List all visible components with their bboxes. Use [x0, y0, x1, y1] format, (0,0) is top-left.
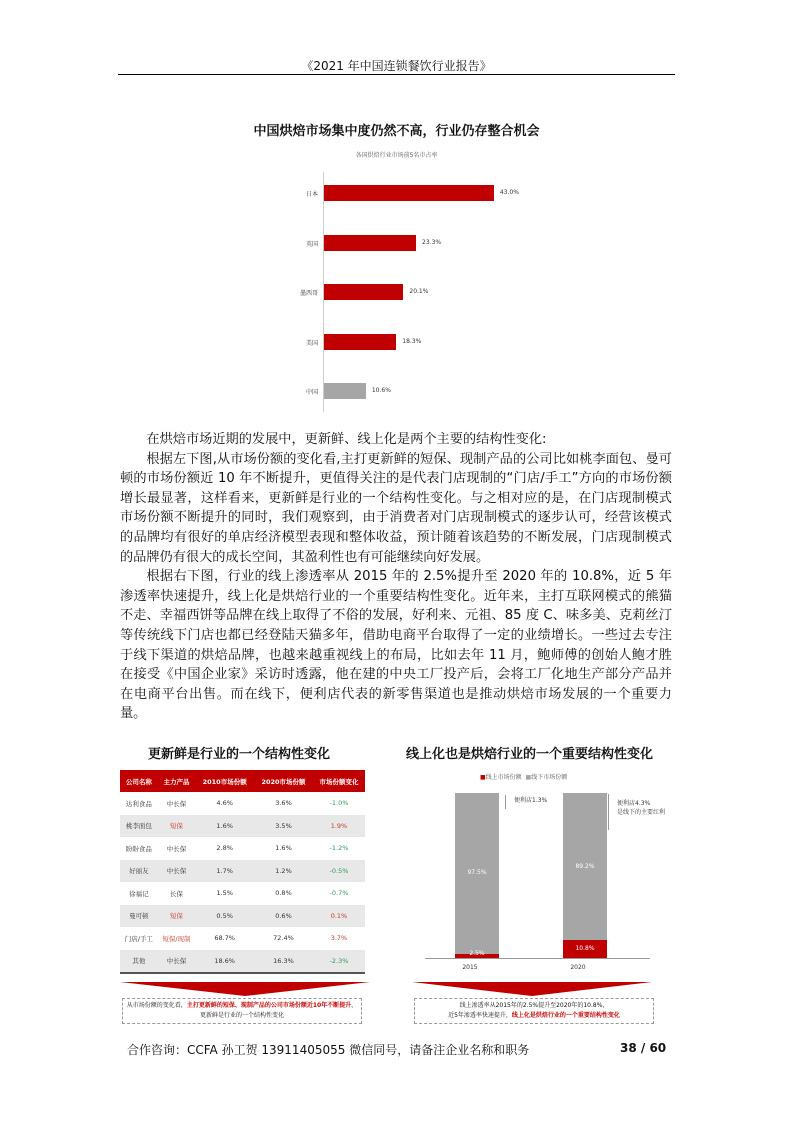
- chart-baseline: [425, 958, 650, 959]
- table-cell: 68.7%: [214, 934, 235, 943]
- table-cell: 中长保: [166, 844, 187, 853]
- market-share-table: [120, 770, 365, 972]
- table-cell: 徐福记: [129, 889, 149, 898]
- category-label: 英国: [305, 240, 318, 248]
- paragraph: 根据右下图，行业的线上渗透率从 2015 年的 2.5%提升至 2020 年的 10.8%，近 5 年渗透率快速提升，线上化是烘焙行业的一个重要结构性变化。近年来，主打互联网模式的熊猫不走、幸福西饼等品牌在线上取得了不俗的发展，好利来、元祖、85 度 C、味多美、克莉丝汀等传统线下门店也都已经登陆天猫多年，借助电商平台取得了一定的业绩增长。一些过去专注于线下渠道的烘焙品牌，也越来越重视线上的布局，比如去年 11 月，鲍师傅的创始人鲍才胜在接受《中国企业家》采访时透露，他在建的中央工厂投产后，会将工厂化地生产部分产品并在电商平台出售。而在线下，便利店代表的新零售渠道也是推动烘焙市场发展的一个重要力量。: [120, 569, 672, 722]
- table-cell: -1.0%: [329, 799, 349, 808]
- table-row: [120, 815, 365, 838]
- chart-note: 线上渗透率从2015年的2.5%提升至2020年的10.8%， 近5年渗透率快速提升，线上化是烘焙行业的一个重要结构性变化: [414, 998, 654, 1024]
- bar: [324, 383, 366, 399]
- category-label: 中国: [305, 389, 318, 396]
- table-row: [120, 837, 365, 860]
- data-label: 20.1%: [409, 288, 429, 295]
- bar: [324, 185, 494, 201]
- data-label: 43.0%: [499, 189, 519, 196]
- table-cell: 1.7%: [195, 860, 254, 883]
- table-cell: 曼可顿: [120, 905, 158, 928]
- arrow-down-icon: [120, 982, 370, 996]
- x-tick-2015: 2015: [462, 964, 478, 971]
- table-row: [120, 905, 365, 928]
- page-number: 38 / 60: [620, 1041, 667, 1055]
- table-cell: 1.6%: [275, 844, 292, 853]
- table-cell: 门店/手工: [124, 934, 153, 943]
- bar: [324, 334, 396, 350]
- table-row: [120, 950, 365, 973]
- table-cell: 好丽友: [120, 860, 158, 883]
- annotation-2015: 便利店1.3%: [505, 795, 547, 809]
- header-divider: [118, 74, 675, 75]
- data-label: 10.8%: [575, 945, 595, 953]
- table-row: [120, 927, 365, 950]
- right-section-heading: 线上化也是烘焙行业的一个重要结构性变化: [406, 747, 654, 762]
- paragraph: 在烘焙市场近期的发展中，更新鲜、线上化是两个主要的结构性变化:: [146, 432, 547, 447]
- table-note: 从市场份额的变化看，主打更新鲜的短保、现制产品的公司市场份额近10年不断提升，更新鲜是行业的一个结构性变化: [122, 998, 362, 1024]
- bar: [324, 235, 416, 251]
- table-row: [120, 792, 365, 815]
- table-cell: 短保/现制: [162, 934, 191, 943]
- table-cell: 72.4%: [273, 934, 294, 943]
- table-cell: 长保: [169, 889, 183, 898]
- data-label: 2.5%: [469, 950, 485, 957]
- x-tick-2020: 2020: [570, 964, 586, 971]
- data-label: 18.3%: [402, 337, 422, 345]
- table-cell: 中长保: [166, 799, 187, 808]
- paragraph: 根据左下图,从市场份额的变化看,主打更新鲜的短保、现制产品的公司比如桃李面包、曼可顿的市场份额近 10 年不断提升，更值得关注的是代表门店现制的“门店/手工”方向的市场份额增长最显著，这样看来，更新鲜是行业的一个结构性变化。与之相对应的是，在门店现制模式市场份额不断提升的同时，我们观察到，由于消费者对门店现制模式的逐步认可，经营该模式的品牌均有很好的单店经济模型表现和整体收益，预计随着该趋势的不断发展，门店现制模式的品牌仍有很大的成长空间，其盈利性也有可能继续向好发展。: [120, 451, 672, 565]
- table-cell: 中长保: [158, 860, 196, 883]
- table-cell: 0.1%: [313, 905, 365, 928]
- table-cell: 1.6%: [195, 815, 254, 838]
- table-cell: 1.2%: [254, 860, 313, 883]
- left-section-heading: 更新鲜是行业的一个结构性变化: [148, 747, 331, 762]
- table-cell: -0.7%: [329, 889, 349, 898]
- page-header: 《2021 年中国连锁餐饮行业报告》: [301, 59, 492, 73]
- table-cell: -2.3%: [313, 950, 365, 973]
- table-row: [120, 860, 365, 883]
- table-cell: 盼盼食品: [125, 844, 152, 853]
- chart-title: 中国烘焙市场集中度仍然不高，行业仍存整合机会: [253, 124, 540, 139]
- table-cell: 3.6%: [275, 799, 292, 808]
- data-label: 97.5%: [467, 869, 487, 877]
- bar: [324, 284, 403, 300]
- data-label: 89.2%: [575, 862, 595, 870]
- chart-subtitle: 各国烘焙行业市场前5名市占率: [355, 152, 438, 159]
- footer-contact: 合作咨询：CCFA 孙工贺 13911405055 微信同号，请备注企业名称和职务: [127, 1043, 530, 1057]
- table-cell: 4.6%: [216, 799, 233, 808]
- table-cell: 16.3%: [254, 950, 313, 973]
- arrow-down-icon: [412, 982, 652, 996]
- column-header: 公司名称: [120, 770, 158, 792]
- table-cell: 桃李面包: [120, 815, 158, 838]
- table-cell: 1.5%: [216, 889, 233, 898]
- data-label: 10.6%: [371, 387, 391, 394]
- table-cell: -0.5%: [313, 860, 365, 883]
- table-cell: 2.8%: [216, 844, 233, 853]
- table-cell: 短保: [158, 815, 196, 838]
- column-header: 2010市场份额: [195, 770, 254, 792]
- table-cell: 其他: [120, 950, 158, 973]
- data-label: 23.3%: [422, 238, 442, 246]
- table-cell: 短保: [158, 905, 196, 928]
- table-cell: 1.9%: [313, 815, 365, 838]
- category-label: 墨西哥: [299, 290, 318, 297]
- category-label: 美国: [305, 339, 318, 347]
- table-cell: -1.2%: [329, 844, 349, 853]
- table-cell: 0.6%: [254, 905, 313, 928]
- table-cell: 18.6%: [195, 950, 254, 973]
- table-cell: 达利食品: [125, 799, 152, 808]
- chart-legend: ■线上市场份额 ■线下市场份额: [480, 774, 568, 781]
- table-cell: 0.8%: [275, 889, 292, 898]
- column-header: 2020市场份额: [254, 770, 313, 792]
- table-cell: 3.7%: [330, 934, 348, 943]
- table-cell: 中长保: [158, 950, 196, 973]
- table-cell: 0.5%: [195, 905, 254, 928]
- annotation-2020: 便利店4.3% 是线下的主要红利: [608, 794, 665, 830]
- market-share-table-wrap: [120, 770, 365, 974]
- column-header: 主力产品: [158, 770, 196, 792]
- category-label: 日本: [305, 191, 318, 198]
- column-header: 市场份额变化: [313, 770, 365, 792]
- table-row: [120, 882, 365, 905]
- table-cell: 3.5%: [254, 815, 313, 838]
- body-text: [120, 430, 672, 724]
